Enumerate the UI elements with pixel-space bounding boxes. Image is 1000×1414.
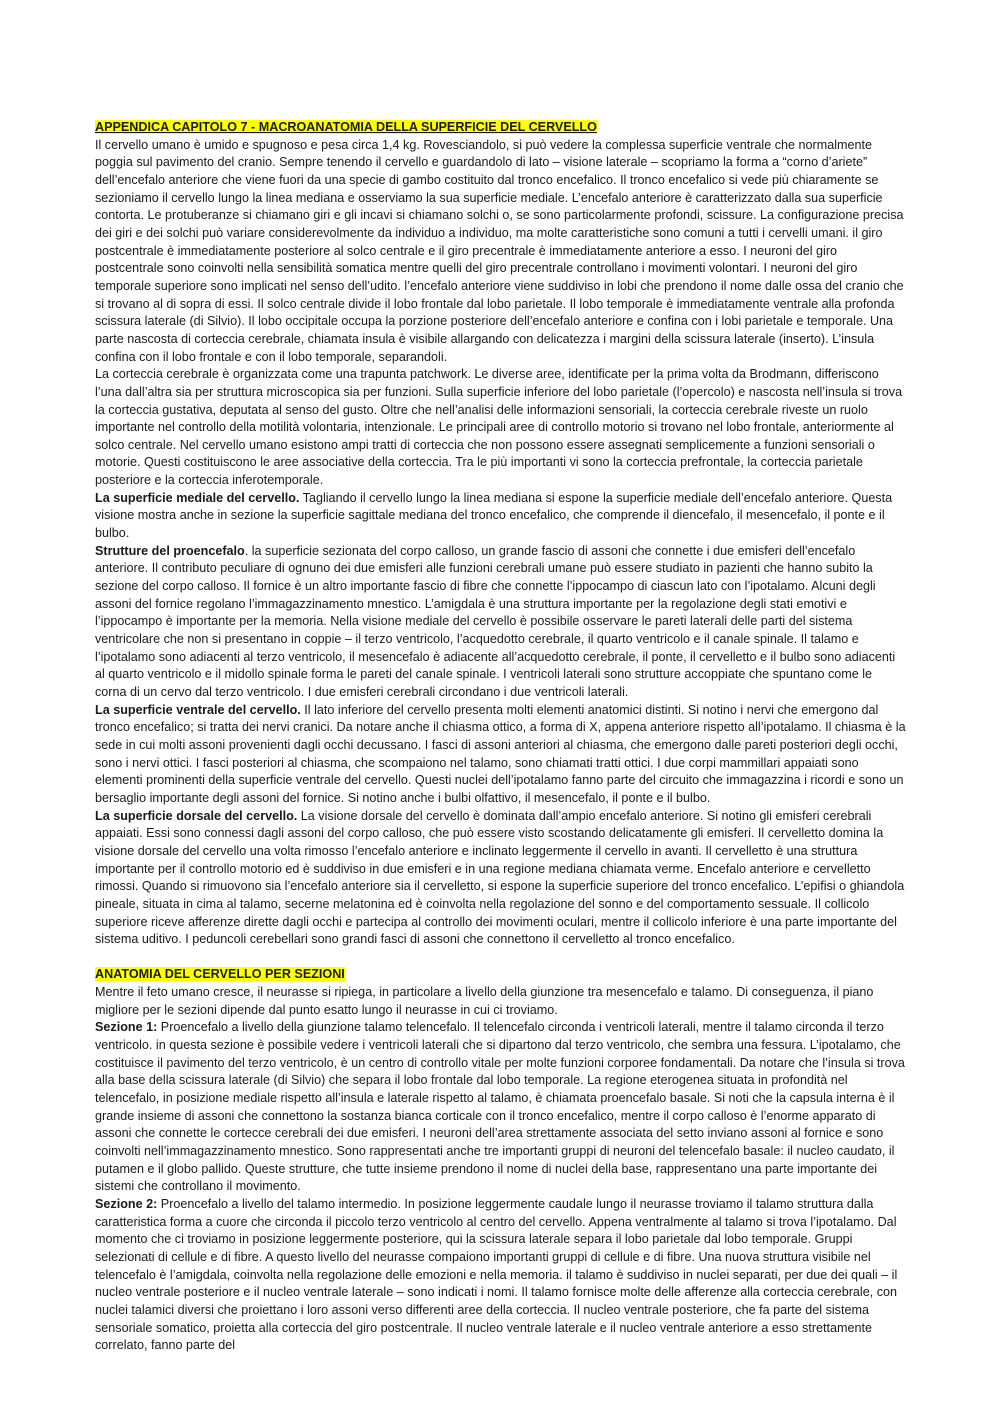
- paragraph: Mentre il feto umano cresce, il neurasse si ripiega, in particolare a livello della giunzione tra mesencefalo e talamo. Di conseguenza, il piano migliore per le sezioni dipende dal punto esatto lungo il neurasse in cui ci troviamo.: [95, 985, 874, 1017]
- paragraph: [95, 1196, 907, 1355]
- paragraph: [95, 490, 907, 543]
- paragraph-title: La superficie dorsale del cervello.: [95, 808, 298, 823]
- section-heading: APPENDICA CAPITOLO 7 - MACROANATOMIA DELLA SUPERFICIE DEL CERVELLO: [95, 120, 597, 134]
- paragraph-title: Sezione 2:: [95, 1197, 158, 1212]
- paragraph-title: Strutture del proencefalo: [95, 543, 245, 558]
- paragraph: [95, 808, 907, 949]
- paragraph-title: La superficie ventrale del cervello.: [95, 702, 301, 717]
- paragraph-text: Proencefalo a livello del talamo intermedio. In posizione leggermente caudale lungo il neurasse troviamo il talamo struttura dalla caratteristica forma a cuore che circonda il piccolo terzo ventricolo al centro del cervello. Appena ventralmente al talamo si trova l’ipotalamo. Dal momento che ci troviamo in posizione leggermente posteriore, qui la scissura laterale separa il lobo parietale dal lobo temporale. Gruppi selezionati di cellule e di fibre. A questo livello del neurasse compaiono importanti gruppi di cellule e di fibre. Una nuova struttura visibile nel telencefalo è l’amigdala, coinvolta nella regolazione delle emozioni e nella memoria. il talamo è suddiviso in nuclei separati, per due dei quali – il nucleo ventrale posteriore e il nucleo ventrale laterale – sono indicati i nomi. Il talamo fornisce molte delle afferenze alla corteccia cerebrale, con nuclei talamici diversi che proiettano i loro assoni verso differenti aree della corteccia. Il nucleo ventrale posteriore, che fa parte del sistema sensoriale somatico, proietta alla corteccia del giro postcentrale. Il nucleo ventrale laterale e il nucleo ventrale anteriore a esso strettamente correlato, fanno parte del: [95, 1197, 898, 1353]
- paragraph-text: La visione dorsale del cervello è dominata dall’ampio encefalo anteriore. Si notino gli emisferi cerebrali appaiati. Essi sono connessi dagli assoni del corpo calloso, che può essere visto scostando delicatamente gli emisferi. Il cervelletto domina la visione dorsale del cervello una volta rimosso l’encefalo anteriore e inclinato leggermente il cervello in avanti. Il cervelletto è una struttura importante per il controllo motorio ed è suddiviso in due emisferi e in una regione mediana chiamata verme. Encefalo anteriore e cervelletto rimossi. Quando si rimuovono sia l’encefalo anteriore sia il cervelletto, si espone la superficie superiore del tronco encefalico. L’epifisi o ghiandola pineale, situata in cima al talamo, secerne melatonina ed è coinvolta nella regolazione del sonno e del comportamento sessuale. Il collicolo superiore riceve afferenze dirette dagli occhi e partecipa al controllo dei movimenti oculari, mentre il collicolo inferiore è una parte importante del sistema uditivo. I peduncoli cerebellari sono grandi fasci di assoni che connettono il cervelletto al tronco encefalico.: [95, 808, 905, 947]
- paragraph-text: Proencefalo a livello della giunzione talamo telencefalo. Il telencefalo circonda i ventricoli laterali, mentre il talamo circonda il terzo ventricolo. in questa sezione è possibile vedere i ventricoli laterali che si dipartono dal terzo ventricolo, che sembra una fessura. L’ipotalamo, che costituisce il pavimento del terzo ventricolo, è un centro di controllo vitale per molte funzioni corporee fondamentali. Da notare che l’insula si trova alla base della scissura laterale (di Silvio) che separa il lobo frontale dal lobo temporale. La regione eterogenea situata in profondità nel telencefalo, in posizione mediale rispetto all’insula e laterale rispetto al talamo, è chiamata proencefalo basale. Si noti che la capsula interna è il grande insieme di assoni che connettono la sostanza bianca corticale con il tronco encefalico, mentre il corpo calloso è l’enorme apparato di assoni che connette le cortecce cerebrali dei due emisferi. I neuroni dell’area strettamente associata del setto inviano assoni al fornice e sono coinvolti nell’immagazzinamento mnestico. Sono rappresentati anche tre importanti gruppi di neuroni del telencefalo basale: il nucleo caudato, il putamen e il globo pallido. Queste strutture, che tutte insieme prendono il nome di nuclei della base, rappresentano una parte importante dei sistemi che controllano il movimento.: [95, 1020, 905, 1194]
- paragraph: Il cervello umano è umido e spugnoso e pesa circa 1,4 kg. Rovesciandolo, si può vedere la complessa superficie ventrale che normalmente poggia sul pavimento del cranio. Sempre tenendo il cervello e guardandolo di lato – visione laterale – scopriamo la forma a “corno d’ariete” dell’encefalo anteriore che viene fuori da una specie di gambo costituito dal tronco encefalico. Il tronco encefalico si vede più chiaramente se sezioniamo il cervello lungo la linea mediana e osserviamo la sua superficie mediale. L’encefalo anteriore è caratterizzato dalla sua superficie contorta. Le protuberanze si chiamano giri e gli incavi si chiamano solchi o, se sono particolarmente profondi, scissure. La configurazione precisa dei giri e dei solchi può variare considerevolmente da individuo a individuo, ma molte caratteristiche sono comuni a tutti i cervelli umani. il giro postcentrale è immediatamente posteriore al solco centrale e il giro precentrale è immediatamente anteriore a esso. I neuroni del giro postcentrale sono coinvolti nella sensibilità somatica mentre quelli del giro precentrale controllano i movimenti volontari. I neuroni del giro temporale superiore sono implicati nel senso dell’udito. l’encefalo anteriore viene suddiviso in lobi che prendono il nome dalle ossa del cranio che si trovano al di sopra di essi. Il solco centrale divide il lobo frontale dal lobo parietale. Il lobo temporale è immediatamente ventrale alla profonda scissura laterale (di Silvio). Il lobo occipitale occupa la porzione posteriore dell’encefalo anteriore e confina con i lobi parietale e temporale. Una parte nascosta di corteccia cerebrale, chiamata insula è visibile allargando con delicatezza i margini della scissura laterale (inserto). L’insula confina con il lobo frontale e con il lobo temporale, separandoli.: [95, 137, 904, 364]
- section-spacer: [95, 949, 907, 967]
- document-page: [95, 119, 907, 1355]
- paragraph: La corteccia cerebrale è organizzata come una trapunta patchwork. Le diverse aree, identificate per la prima volta da Brodmann, differiscono l’una dall’altra sia per struttura microscopica sia per funzioni. Sulla superficie inferiore del lobo parietale (l’opercolo) e nascosta nell’insula si trova la corteccia gustativa, deputata al senso del gusto. Oltre che nell’analisi delle informazioni sensoriali, la corteccia cerebrale riveste un ruolo importante nel controllo della motilità volontaria, intenzionale. Le principali aree di controllo motorio si trovano nel lobo frontale, anteriormente al solco centrale. Nel cervello umano esistono ampi tratti di corteccia che non possono essere assegnati semplicemente a funzioni sensoriali o motorie. Questi costituiscono le aree associative della corteccia. Tra le più importanti vi sono la corteccia prefrontale, la corteccia parietale posteriore e la corteccia inferotemporale.: [95, 367, 903, 488]
- paragraph-text: . la superficie sezionata del corpo calloso, un grande fascio di assoni che connette i due emisferi dell’encefalo anteriore. Il contributo peculiare di ognuno dei due emisferi alle funzioni cerebrali umane può essere studiato in pazienti che hanno subito la sezione del corpo calloso. Il fornice è un altro importante fascio di fibre che connette l’ippocampo di ciascun lato con l’ipotalamo. Alcuni degli assoni del fornice regolano l’immagazzinamento mnestico. L’amigdala è una struttura importante per la regolazione degli stati emotivi e l’ippocampo è importante per la memoria. Nella visione mediale del cervello è possibile osservare le pareti laterali delle parti del sistema ventricolare che non si presentano in coppie – il terzo ventricolo, l’acquedotto cerebrale, il quarto ventricolo e il canale spinale. Il talamo e l’ipotalamo sono adiacenti al terzo ventricolo, il mesencefalo è adiacente all’acquedotto cerebrale, il ponte, il cervelletto e il bulbo sono adiacenti al quarto ventricolo e il midollo spinale forma le pareti del canale spinale. I ventricoli laterali sono strutture accoppiate che spuntano come le corna di un cervo dal terzo ventricolo. I due emisferi cerebrali circondano i due ventricoli laterali.: [95, 543, 896, 699]
- paragraph: [95, 702, 907, 808]
- paragraph: [95, 543, 907, 702]
- paragraph-text: Tagliando il cervello lungo la linea mediana si espone la superficie mediale dell’encefalo anteriore. Questa visione mostra anche in sezione la superficie sagittale mediana del tronco encefalico, che comprende il diencefalo, il mesencefalo, il ponte e il bulbo.: [95, 490, 893, 541]
- paragraph-text: Il lato inferiore del cervello presenta molti elementi anatomici distinti. Si notino i nervi che emergono dal tronco encefalico; si tratta dei nervi cranici. Da notare anche il chiasma ottico, a forma di X, appena anteriore rispetto all’ipotalamo. Il chiasma è la sede in cui molti assoni provenienti dagli occhi decussano. I fasci di assoni anteriori al chiasma, che emergono dalle pareti posteriori degli occhi, sono i nervi ottici. I fasci posteriori al chiasma, che scompaiono nel talamo, sono chiamati tratti ottici. I due corpi mammillari appaiati sono elementi prominenti della superficie ventrale del cervello. Questi nuclei dell’ipotalamo fanno parte del circuito che immagazzina i ricordi e sono un bersaglio importante degli assoni del fornice. Si notino anche i bulbi olfattivo, il mesencefalo, il ponte e il bulbo.: [95, 702, 906, 805]
- section-2: [95, 966, 907, 984]
- section-heading: ANATOMIA DEL CERVELLO PER SEZIONI: [95, 967, 345, 982]
- paragraph: [95, 1019, 907, 1196]
- section-1: [95, 119, 907, 137]
- paragraph-title: La superficie mediale del cervello.: [95, 490, 300, 505]
- paragraph-title: Sezione 1:: [95, 1020, 158, 1035]
